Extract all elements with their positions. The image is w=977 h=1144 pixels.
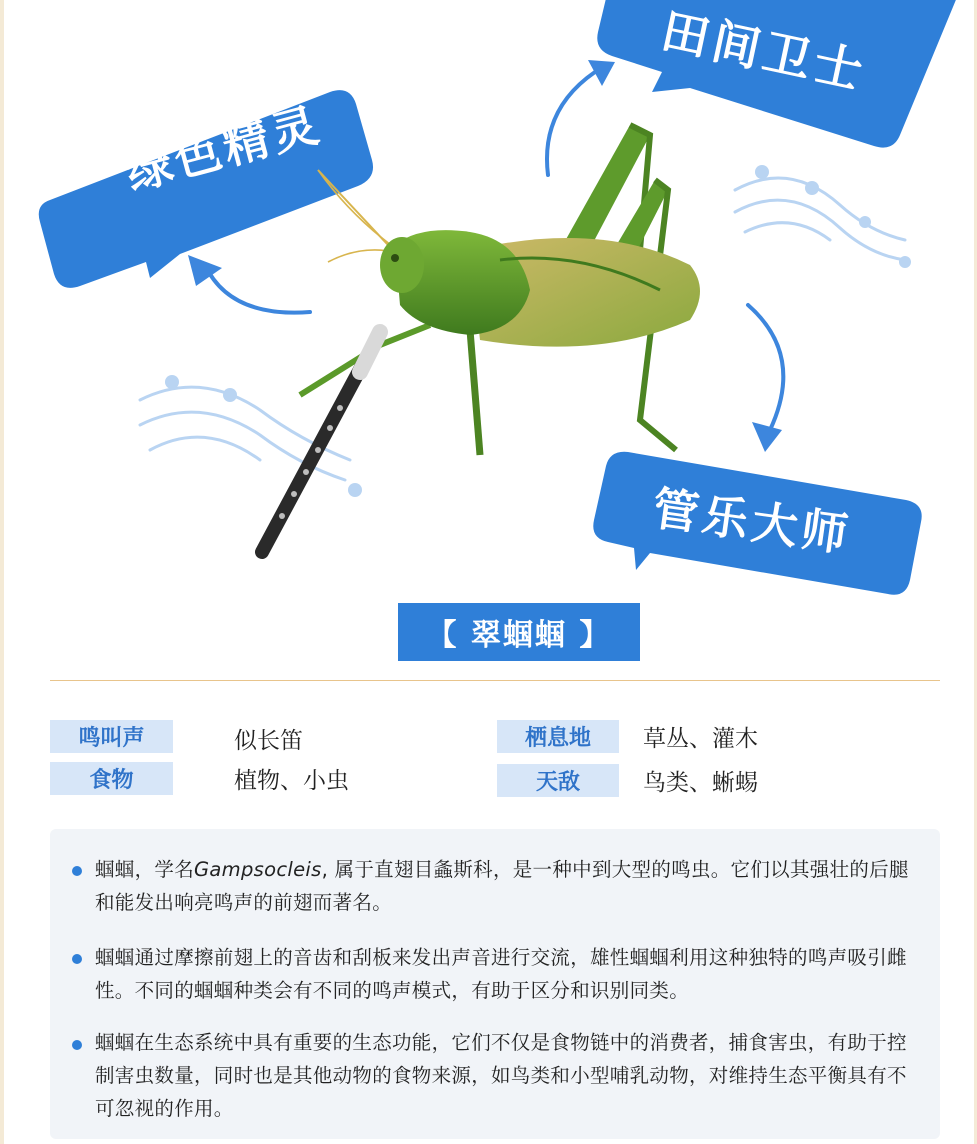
value-habitat: 草丛、灌木 xyxy=(643,726,758,752)
bullet-icon xyxy=(72,866,82,876)
tag-food: 食物 xyxy=(50,762,173,795)
p1-text-a: 蝈蝈，学名 xyxy=(95,858,195,881)
bubble-label-wind-master: 管乐大师 xyxy=(649,480,855,563)
species-title: 【 翠蝈蝈 】 xyxy=(398,603,640,661)
bubble-label-field-guard: 田间卫士 xyxy=(656,2,872,101)
section-divider xyxy=(50,680,940,681)
value-enemy: 鸟类、蜥蜴 xyxy=(643,770,758,796)
description-paragraph-3: 蝈蝈在生态系统中具有重要的生态功能，它们不仅是食物链中的消费者，捕食害虫，有助于控制害虫数量，同时也是其他动物的食物来源，如鸟类和小型哺乳动物，对维持生态平衡具有不可忽视的作用。 xyxy=(95,1031,907,1120)
bullet-icon xyxy=(72,1040,82,1050)
p1-text-b: , 属于直翅目螽斯科，是一种中到大型的鸣虫。它们以其强壮的后腿和能发出响亮鸣声的前翅而著名。 xyxy=(95,858,909,914)
flute-icon xyxy=(262,332,380,552)
bullet-icon xyxy=(72,954,82,964)
tag-call: 鸣叫声 xyxy=(50,720,173,753)
bubble-label-green-spirit: 绿色精灵 xyxy=(120,96,328,201)
description-paragraph-1 xyxy=(95,853,925,919)
value-call: 似长笛 xyxy=(234,728,303,754)
tag-enemy: 天敌 xyxy=(497,764,619,797)
value-food: 植物、小虫 xyxy=(234,768,349,794)
tag-habitat: 栖息地 xyxy=(497,720,619,753)
p1-scientific-name: Gampsocleis xyxy=(194,858,322,881)
description-paragraph-2: 蝈蝈通过摩擦前翅上的音齿和刮板来发出声音进行交流，雄性蝈蝈利用这种独特的鸣声吸引雌性。不同的蝈蝈种类会有不同的鸣声模式，有助于区分和识别同类。 xyxy=(95,946,907,1002)
